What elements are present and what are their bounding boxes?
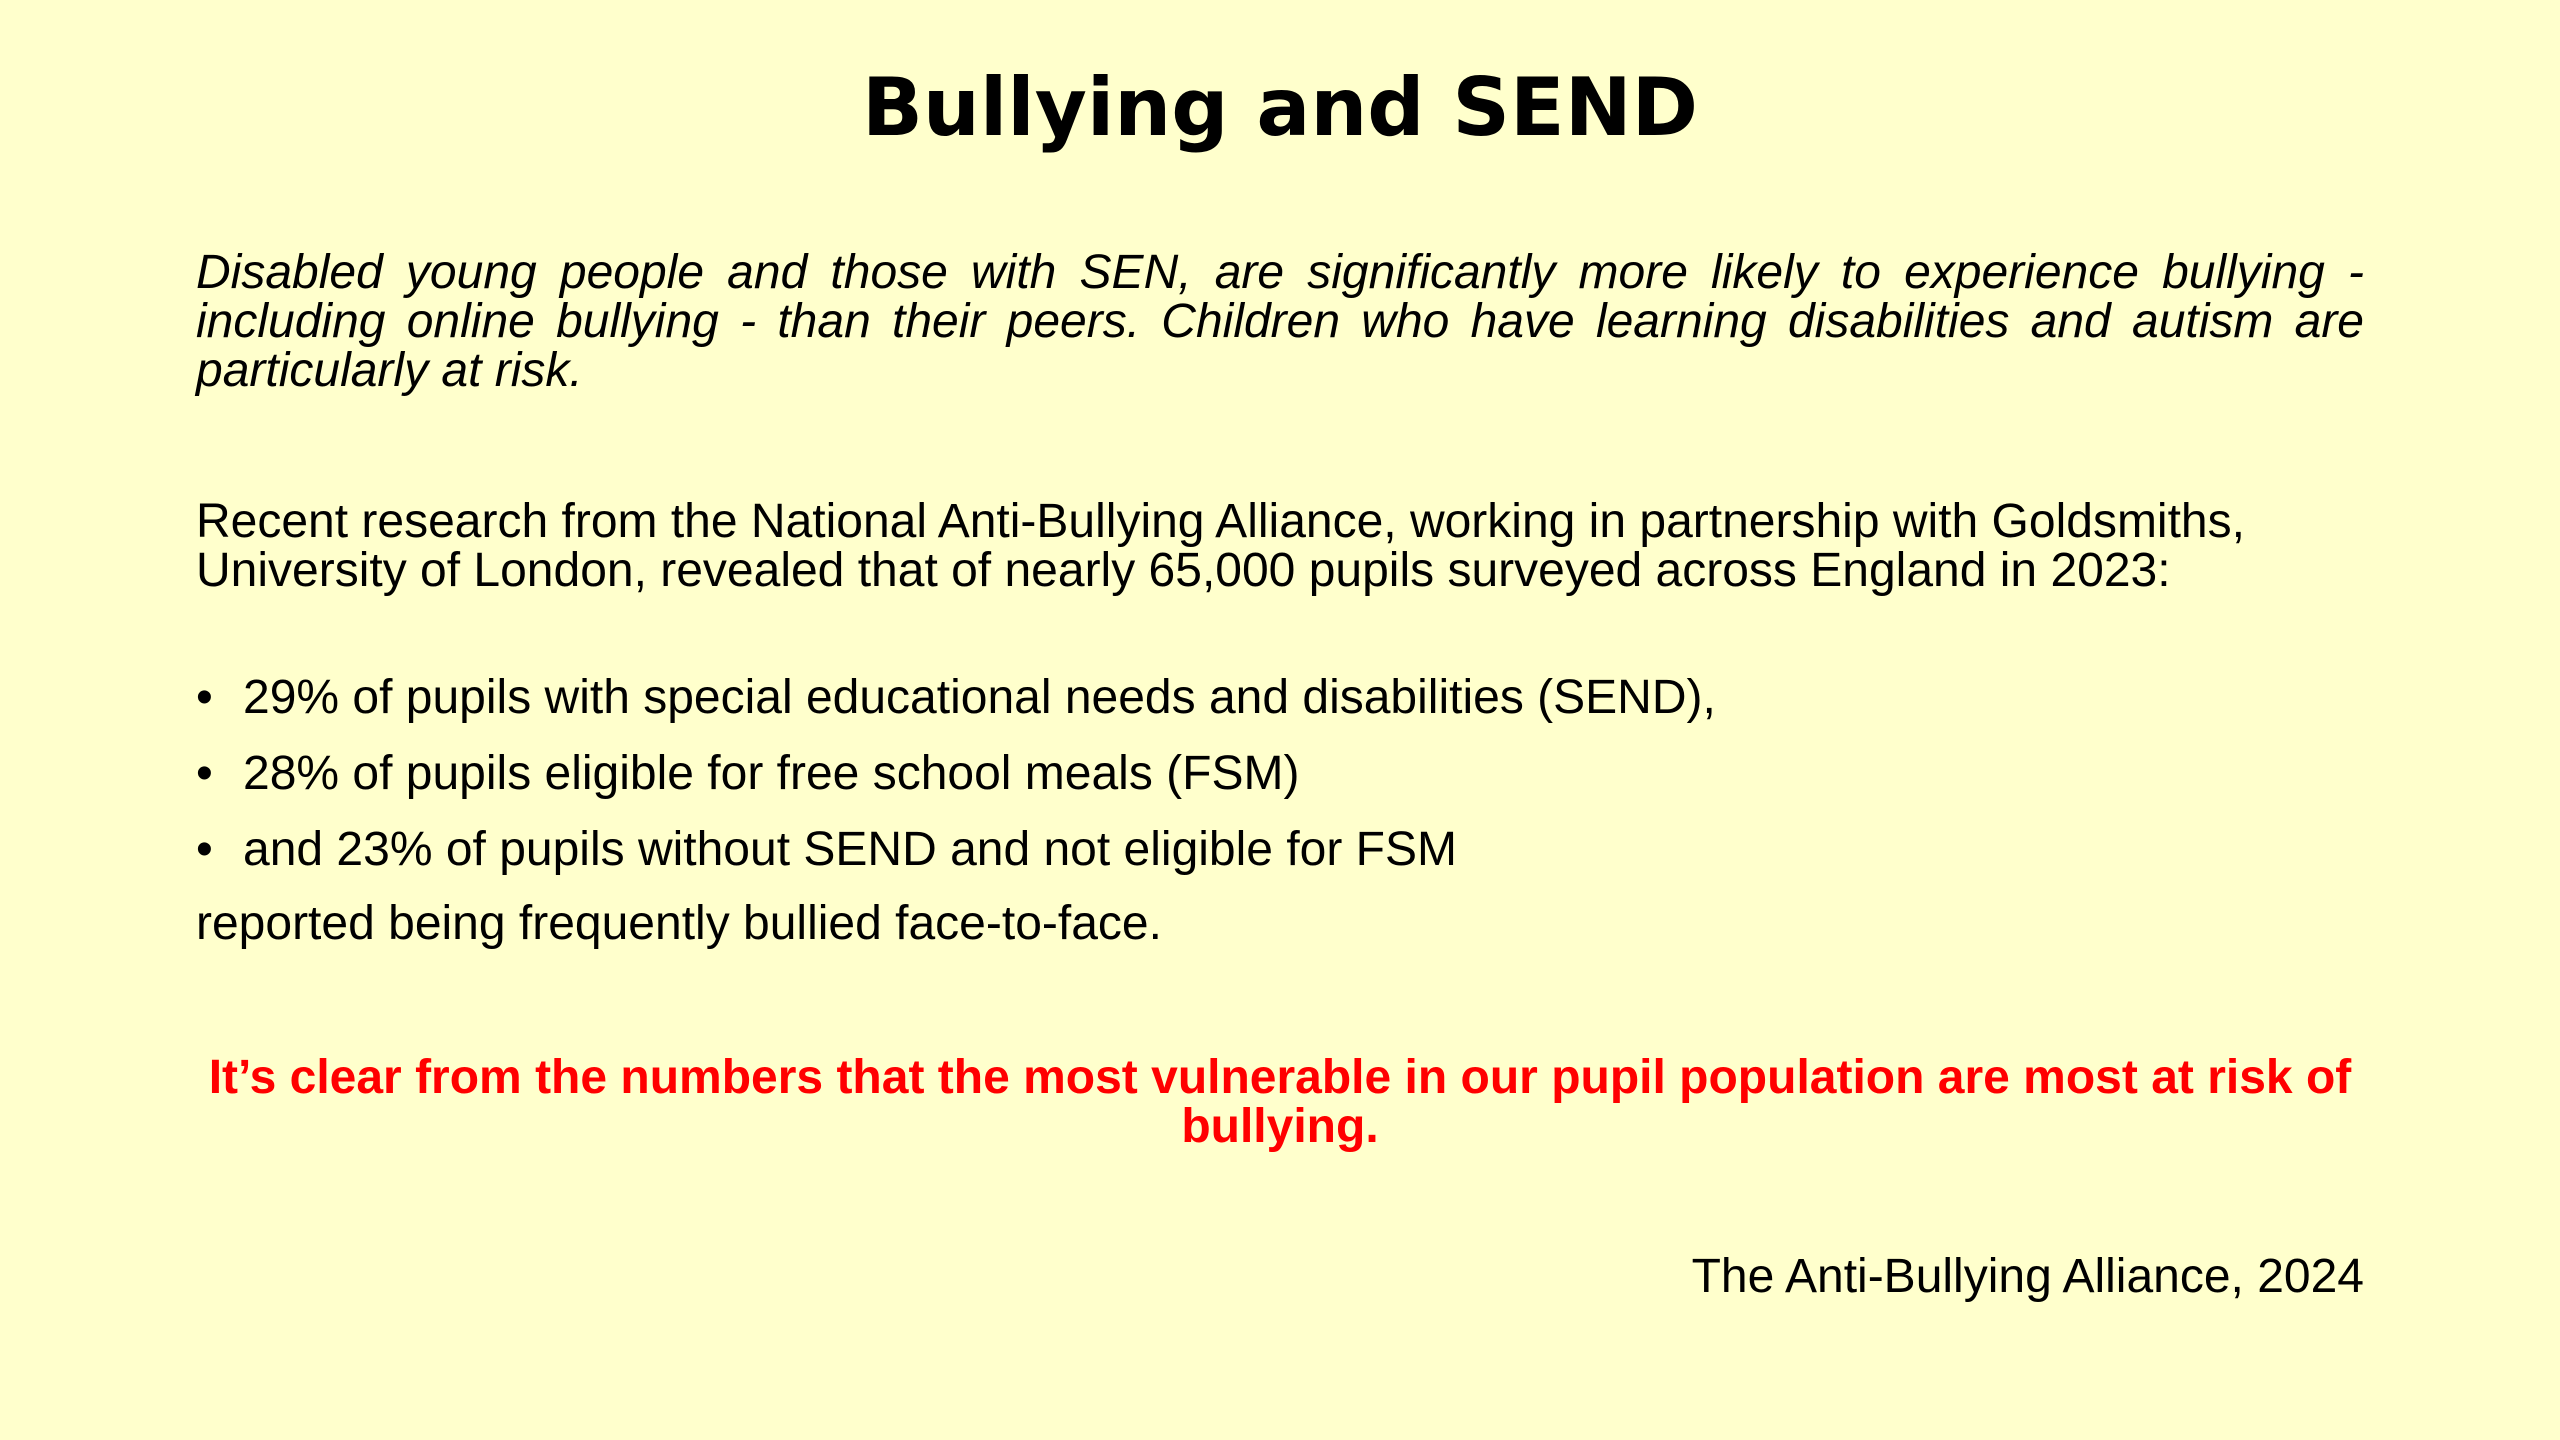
list-item [196, 818, 2364, 882]
bullet-icon: • [196, 747, 213, 800]
statistics-list [196, 666, 2364, 894]
list-item [196, 742, 2364, 806]
highlight-statement: It’s clear from the numbers that the most vulnerable in our pupil population are most at risk of bullying. [208, 1051, 2352, 1153]
research-paragraph: Recent research from the National Anti-Bullying Alliance, working in partnership with Goldsmiths, University of London, revealed that of nearly 65,000 pupils surveyed across England in 2023: [196, 495, 2245, 597]
bullet-icon: • [196, 671, 213, 724]
bullet-icon: • [196, 823, 213, 876]
list-item-text: 29% of pupils with special educational needs and disabilities (SEND), [243, 671, 1716, 724]
list-item-text: 28% of pupils eligible for free school meals (FSM) [243, 747, 1300, 800]
intro-paragraph: Disabled young people and those with SEN, are significantly more likely to experience bullying - including online bullying - than their peers. Children who have learning disabilities and autism are particularly at risk. [196, 246, 2364, 397]
slide-title: Bullying and SEND [861, 61, 1699, 154]
conclusion-text: reported being frequently bullied face-to-face. [196, 897, 1162, 950]
list-item-text: and 23% of pupils without SEND and not eligible for FSM [243, 823, 1457, 876]
source-citation: The Anti-Bullying Alliance, 2024 [1691, 1250, 2364, 1303]
list-item [196, 666, 2364, 730]
